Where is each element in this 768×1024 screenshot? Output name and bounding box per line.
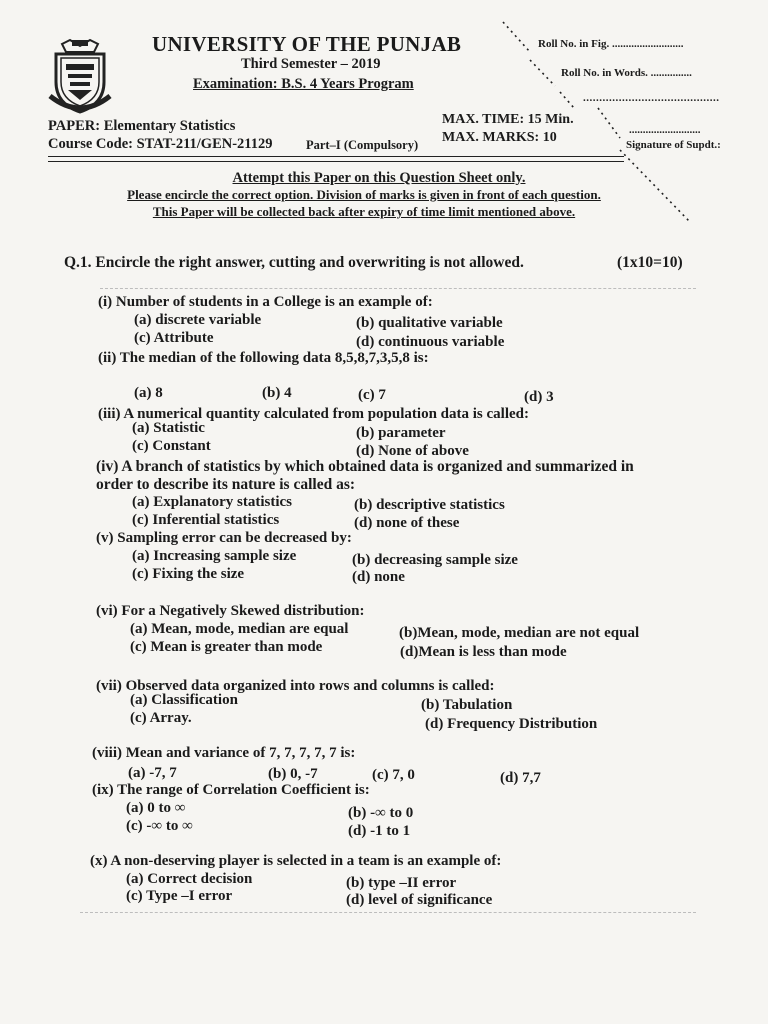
course-code: Course Code: STAT-211/GEN-21129	[48, 136, 273, 152]
option-iv-d[interactable]: (d) none of these	[354, 515, 460, 531]
option-x-c[interactable]: (c) Type –I error	[126, 888, 233, 904]
option-iii-c[interactable]: (c) Constant	[132, 438, 211, 454]
option-vi-c[interactable]: (c) Mean is greater than mode	[130, 639, 323, 655]
option-x-d[interactable]: (d) level of significance	[346, 892, 493, 908]
option-x-b[interactable]: (b) type –II error	[346, 875, 457, 891]
question-iv-text: (iv) A branch of statistics by which obtained data is organized and summarized in	[96, 458, 634, 475]
option-v-d[interactable]: (d) none	[352, 569, 405, 585]
examination-label: Examination: B.S. 4 Years Program	[193, 76, 414, 92]
roll-no-in-figures-field[interactable]: Roll No. in Fig. ..........................	[538, 38, 684, 50]
option-viii-d[interactable]: (d) 7,7	[500, 770, 541, 786]
option-vi-d[interactable]: (d)Mean is less than mode	[400, 644, 567, 660]
option-i-c[interactable]: (c) Attribute	[134, 330, 214, 346]
roll-no-in-words-field[interactable]: Roll No. in Words. ...............	[561, 67, 692, 79]
option-vii-c[interactable]: (c) Array.	[130, 710, 192, 726]
question-v-text: (v) Sampling error can be decreased by:	[96, 530, 352, 546]
max-marks: MAX. MARKS: 10	[442, 130, 557, 145]
divider-dashed-top	[100, 288, 696, 289]
option-vii-d[interactable]: (d) Frequency Distribution	[425, 716, 598, 732]
option-vii-b[interactable]: (b) Tabulation	[421, 697, 513, 713]
question-heading: Q.1. Encircle the right answer, cutting and overwriting is not allowed.	[64, 254, 524, 271]
question-iii-text: (iii) A numerical quantity calculated from population data is called:	[98, 406, 529, 422]
signature-of-supdt-label: Signature of Supdt.:	[626, 139, 721, 151]
option-iii-d[interactable]: (d) None of above	[356, 443, 469, 459]
option-ix-a[interactable]: (a) 0 to ∞	[126, 800, 186, 816]
option-viii-a[interactable]: (a) -7, 7	[128, 765, 177, 781]
university-title: UNIVERSITY OF THE PUNJAB	[152, 32, 462, 56]
option-ii-a[interactable]: (a) 8	[134, 385, 163, 401]
question-iv-text-cont: order to describe its nature is called as:	[96, 476, 356, 493]
option-v-b[interactable]: (b) decreasing sample size	[352, 552, 518, 568]
question-ii-text: (ii) The median of the following data 8,5,8,7,3,5,8 is:	[98, 350, 429, 366]
option-ix-b[interactable]: (b) -∞ to 0	[348, 805, 414, 821]
part-label: Part–I (Compulsory)	[306, 138, 419, 152]
option-iv-b[interactable]: (b) descriptive statistics	[354, 497, 505, 513]
option-i-d[interactable]: (d) continuous variable	[356, 334, 505, 350]
question-vi-text: (vi) For a Negatively Skewed distribution:	[96, 603, 365, 619]
option-iii-b[interactable]: (b) parameter	[356, 425, 446, 441]
instruction-line-2: Please encircle the correct option. Division of marks is given in front of each question.	[127, 187, 601, 202]
signature-line[interactable]: ..........................	[629, 124, 701, 136]
header-divider-bottom	[48, 161, 624, 162]
divider-dashed-bottom	[80, 912, 696, 913]
option-viii-b[interactable]: (b) 0, -7	[268, 766, 318, 782]
option-iii-a[interactable]: (a) Statistic	[132, 420, 205, 436]
option-ix-d[interactable]: (d) -1 to 1	[348, 823, 411, 839]
question-marks: (1x10=10)	[617, 254, 683, 271]
option-ii-b[interactable]: (b) 4	[262, 385, 292, 401]
option-vi-b[interactable]: (b)Mean, mode, median are not equal	[399, 625, 640, 641]
option-ix-c[interactable]: (c) -∞ to ∞	[126, 818, 193, 834]
option-iv-a[interactable]: (a) Explanatory statistics	[132, 494, 292, 510]
roll-no-continuation-line[interactable]: ..........................................	[583, 92, 720, 104]
question-ix-text: (ix) The range of Correlation Coefficient is:	[92, 782, 370, 798]
question-x-text: (x) A non-deserving player is selected in a team is an example of:	[90, 853, 502, 869]
instruction-line-3: This Paper will be collected back after expiry of time limit mentioned above.	[152, 204, 576, 219]
question-i-text: (i) Number of students in a College is an example of:	[98, 294, 433, 310]
option-x-a[interactable]: (a) Correct decision	[126, 871, 253, 887]
question-viii-text: (viii) Mean and variance of 7, 7, 7, 7, 7 is:	[92, 745, 356, 761]
option-viii-c[interactable]: (c) 7, 0	[372, 767, 415, 783]
option-i-a[interactable]: (a) discrete variable	[134, 312, 262, 328]
max-time: MAX. TIME: 15 Min.	[442, 112, 574, 127]
instruction-line-1: Attempt this Paper on this Question Sheet only.	[232, 170, 526, 186]
option-v-a[interactable]: (a) Increasing sample size	[132, 548, 297, 564]
option-vi-a[interactable]: (a) Mean, mode, median are equal	[130, 621, 349, 637]
question-vii-text: (vii) Observed data organized into rows and columns is called:	[96, 678, 495, 694]
paper-title: PAPER: Elementary Statistics	[48, 118, 236, 134]
option-iv-c[interactable]: (c) Inferential statistics	[132, 512, 280, 528]
semester-label: Third Semester – 2019	[241, 56, 381, 72]
option-i-b[interactable]: (b) qualitative variable	[356, 315, 503, 331]
option-ii-d[interactable]: (d) 3	[524, 389, 554, 405]
option-vii-a[interactable]: (a) Classification	[130, 692, 238, 708]
header-divider-top	[48, 156, 624, 157]
option-v-c[interactable]: (c) Fixing the size	[132, 566, 245, 582]
option-ii-c[interactable]: (c) 7	[358, 387, 386, 403]
